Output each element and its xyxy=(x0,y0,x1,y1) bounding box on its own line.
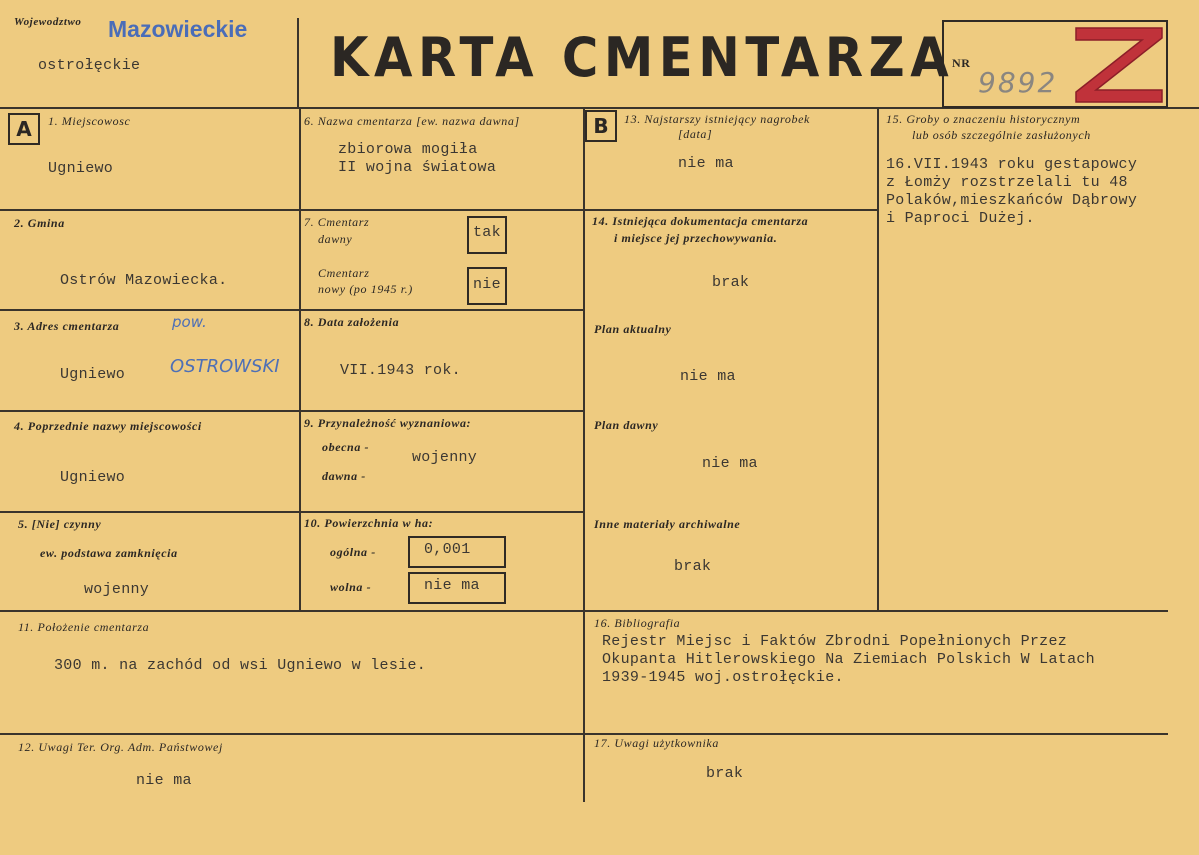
divider xyxy=(0,410,585,412)
inne-materialy-value: brak xyxy=(674,558,712,575)
divider xyxy=(877,107,879,612)
field-15-label: 15. Groby o znaczeniu historycznym xyxy=(886,112,1081,126)
section-b-badge: B xyxy=(585,110,617,142)
field-4-value: Ugniewo xyxy=(60,469,126,486)
field-6-label: 6. Nazwa cmentarza [ew. nazwa dawna] xyxy=(304,114,520,128)
field-16-label: 16. Bibliografia xyxy=(594,616,681,630)
inne-materialy-label: Inne materiały archiwalne xyxy=(594,517,741,531)
field-12-label: 12. Uwagi Ter. Org. Adm. Państwowej xyxy=(18,740,223,754)
field-10-wolna: wolna - xyxy=(330,580,372,594)
divider xyxy=(299,107,301,612)
field-7-value-nowy: nie xyxy=(473,276,501,293)
field-13-value: nie ma xyxy=(678,155,734,172)
field-3-handwritten-ostrowski: OSTROWSKI xyxy=(170,356,280,377)
field-2-label: 2. Gmina xyxy=(14,216,65,230)
field-12-value: nie ma xyxy=(136,772,192,789)
field-6-value: zbiorowa mogiła II wojna światowa xyxy=(338,141,497,176)
field-10-ogolna-value: 0,001 xyxy=(424,541,471,558)
plan-aktualny-value: nie ma xyxy=(680,368,736,385)
divider xyxy=(0,209,585,211)
divider xyxy=(583,107,585,802)
field-7-dawny: dawny xyxy=(318,232,353,246)
nr-label: NR xyxy=(952,56,971,70)
field-7-label: 7. Cmentarz xyxy=(304,215,370,229)
field-13-sublabel: [data] xyxy=(678,127,713,141)
field-7-value-dawny: tak xyxy=(473,224,501,241)
field-5-value: wojenny xyxy=(84,581,150,598)
field-3-label: 3. Adres cmentarza xyxy=(14,319,120,333)
field-14-label: 14. Istniejąca dokumentacja cmentarza xyxy=(592,214,809,228)
field-17-value: brak xyxy=(706,765,744,782)
field-2-value: Ostrów Mazowiecka. xyxy=(60,272,228,289)
field-9-label: 9. Przynależność wyznaniowa: xyxy=(304,416,472,430)
field-10-wolna-value: nie ma xyxy=(424,577,480,594)
field-7-cmentarz: Cmentarz xyxy=(318,266,370,280)
field-16-value: Rejestr Miejsc i Faktów Zbrodni Popełnionych Przez Okupanta Hitlerowskiego Na Ziemiach Polskich W Latach 1939-1945 woj.ostrołęckie. xyxy=(602,633,1095,686)
plan-dawny-value: nie ma xyxy=(702,455,758,472)
divider xyxy=(583,209,879,211)
field-11-value: 300 m. na zachód od wsi Ugniewo w lesie. xyxy=(54,657,427,674)
field-9-value: wojenny xyxy=(412,449,478,466)
field-5-label: 5. [Nie] czynny xyxy=(18,517,102,531)
field-1-value: Ugniewo xyxy=(48,160,114,177)
wojewodztwo-value: ostrołęckie xyxy=(38,57,141,74)
field-1-label: 1. Miejscowosc xyxy=(48,114,131,128)
field-7-nowy: nowy (po 1945 r.) xyxy=(318,282,413,296)
field-10-ogolna: ogólna - xyxy=(330,545,376,559)
field-15-value: 16.VII.1943 roku gestapowcy z Łomży rozstrzelali tu 48 Polaków,mieszkańców Dąbrowy i Paproci Dużej. xyxy=(886,156,1138,227)
field-5-sublabel: ew. podstawa zamknięcia xyxy=(40,546,178,560)
plan-dawny-label: Plan dawny xyxy=(594,418,659,432)
field-9-dawna: dawna - xyxy=(322,469,366,483)
divider xyxy=(297,18,299,108)
field-8-label: 8. Data założenia xyxy=(304,315,400,329)
field-17-label: 17. Uwagi użytkownika xyxy=(594,736,719,750)
divider xyxy=(0,610,1168,612)
section-a-badge: A xyxy=(8,113,40,145)
wojewodztwo-stamp: Mazowieckie xyxy=(108,16,248,42)
nr-value: 9892 xyxy=(978,66,1058,99)
field-15-sublabel: lub osób szczególnie zasłużonych xyxy=(912,128,1091,142)
field-13-label: 13. Najstarszy istniejący nagrobek xyxy=(624,112,810,126)
plan-aktualny-label: Plan aktualny xyxy=(594,322,672,336)
divider xyxy=(0,511,585,513)
field-14-value: brak xyxy=(712,274,750,291)
field-3-handwritten-pow: pow. xyxy=(172,313,207,331)
field-14-sublabel: i miejsce jej przechowywania. xyxy=(614,231,778,245)
field-8-value: VII.1943 rok. xyxy=(340,362,461,379)
red-z-mark xyxy=(1070,20,1168,108)
field-9-obecna: obecna - xyxy=(322,440,370,454)
field-3-value: Ugniewo xyxy=(60,366,126,383)
divider xyxy=(0,309,585,311)
page-title: KARTA CMENTARZA xyxy=(330,26,955,89)
field-11-label: 11. Położenie cmentarza xyxy=(18,620,150,634)
field-4-label: 4. Poprzednie nazwy miejscowości xyxy=(14,419,202,433)
field-10-label: 10. Powierzchnia w ha: xyxy=(304,516,434,530)
divider xyxy=(0,733,1168,735)
wojewodztwo-label: Wojewodztwo xyxy=(14,16,82,28)
